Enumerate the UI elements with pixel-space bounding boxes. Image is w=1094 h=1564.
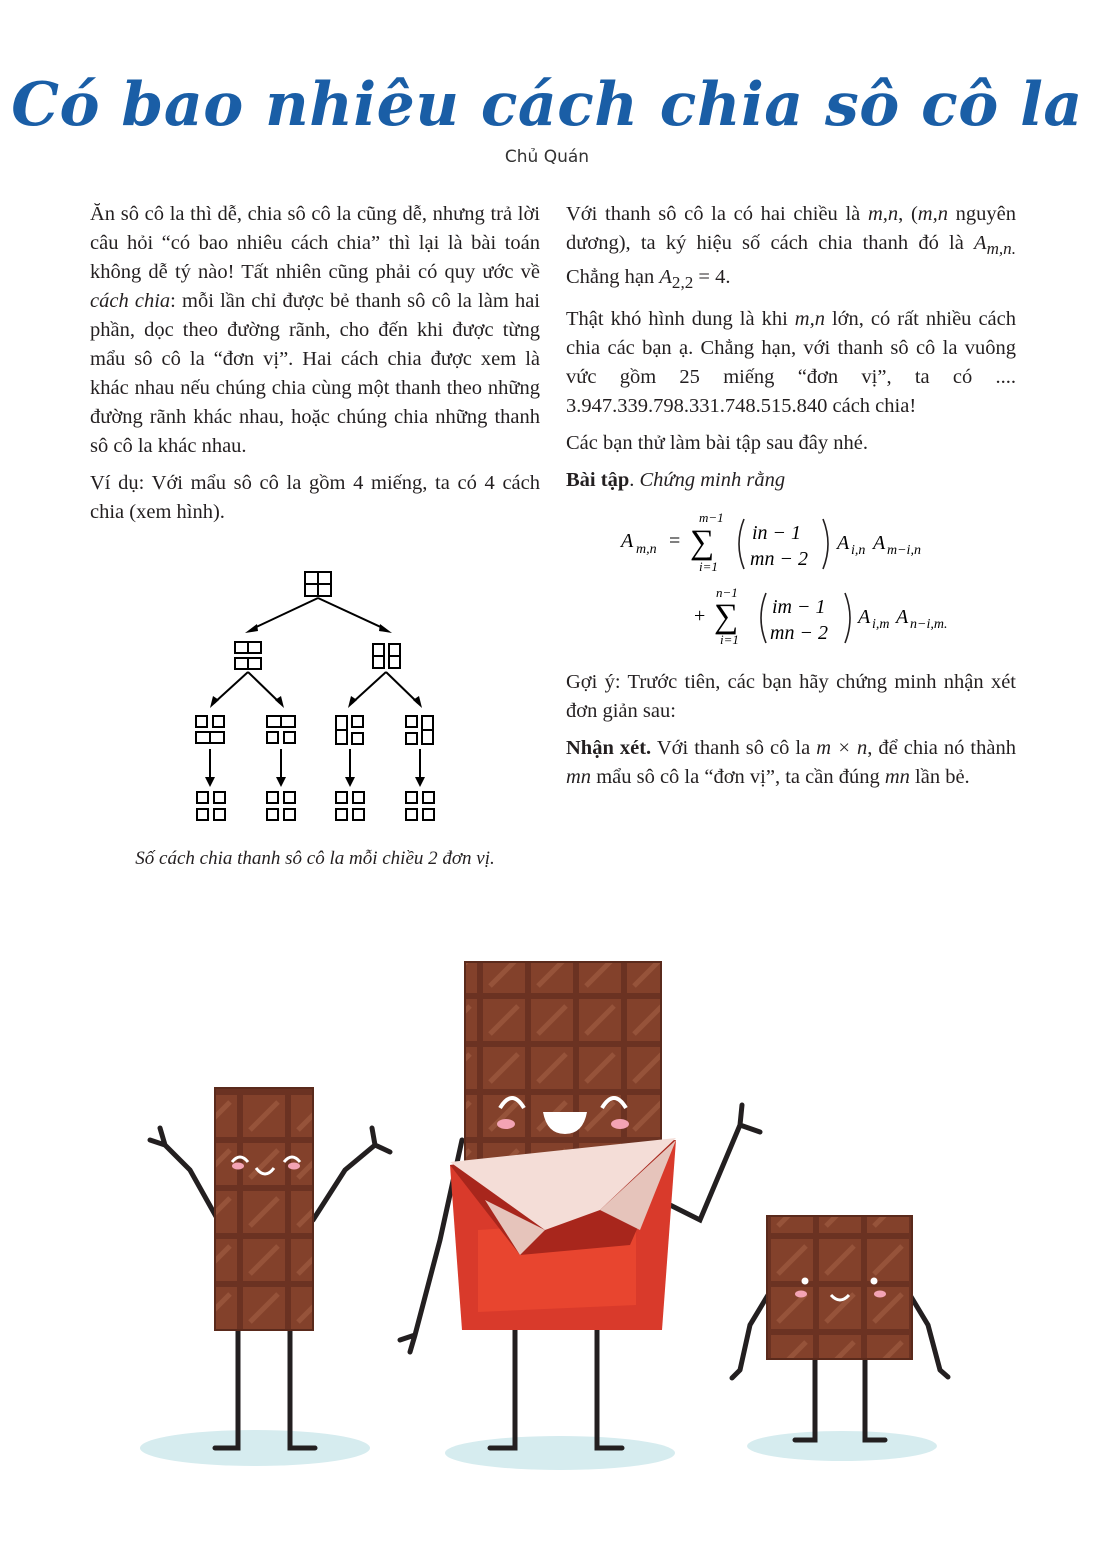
svg-text:+: + bbox=[694, 605, 706, 628]
shadow-left bbox=[140, 1430, 370, 1466]
division-tree-diagram bbox=[180, 566, 480, 836]
middle-wrapper bbox=[450, 1138, 676, 1330]
state-c bbox=[336, 716, 363, 744]
final-2 bbox=[267, 792, 295, 820]
lhs-A: A bbox=[621, 530, 634, 553]
figure-caption: Số cách chia thanh sô cô la mỗi chiều 2 đơn vị. bbox=[135, 848, 495, 869]
state-d bbox=[406, 716, 433, 744]
binom1-top: in − 1 bbox=[752, 522, 802, 545]
final-4 bbox=[406, 792, 434, 820]
state-b bbox=[267, 716, 295, 743]
lhs-sub: m,n bbox=[636, 542, 657, 558]
chocolate-characters-illustration bbox=[0, 900, 1094, 1500]
definition-paragraph: Với thanh sô cô la có hai chiều là m,n, (m,n nguyên dương), ta ký hiệu số cách chia thanh đó là $A_{m,n.}$ Chẳng hạn $A_{2,2} = 4$. bbox=[566, 203, 1016, 293]
intro-paragraph: Ăn sô cô la thì dễ, chia sô cô la cũng dễ, nhưng trả lời câu hỏi “có bao nhiêu cách chia” thì lại là bài toán không dễ tý nào! Tất nhiên cũng phải có quy ước về cách chia: mỗi lần chỉ được bẻ thanh sô cô la làm hai phần, dọc theo đường rãnh, cho đến khi được từng mẩu sô cô la “đơn vị”. Hai cách chia được xem là khác nhau nếu chúng chia cùng một thanh theo những đường rãnh khác nhau, hoặc chúng chia những thanh sô cô la khác nhau. bbox=[90, 203, 540, 457]
large-example-paragraph: Thật khó hình dung là khi m,n lớn, có rất nhiều cách chia các bạn ạ. Chẳng hạn, với thanh sô cô la vuông vức gồm 25 miếng “đơn vị”, ta có .... 3.947.339.798.331.748.515.840 cách chia! bbox=[566, 308, 1016, 418]
author: Chủ Quán bbox=[504, 147, 590, 167]
final-1 bbox=[197, 792, 225, 820]
root-square bbox=[305, 572, 331, 596]
svg-text:n−i,m.: n−i,m. bbox=[910, 617, 948, 633]
left-chocolate-bar bbox=[215, 1088, 313, 1330]
svg-text:A: A bbox=[896, 606, 909, 629]
sum1-upper: m−1 bbox=[699, 510, 724, 526]
svg-text:A: A bbox=[858, 606, 871, 629]
svg-text:m−i,n: m−i,n bbox=[887, 543, 921, 559]
binom1-bottom: mn − 2 bbox=[750, 548, 808, 571]
exercise-heading: Bài tập. Chứng minh rằng bbox=[566, 469, 786, 492]
right-column bbox=[566, 200, 1016, 800]
binom2-top: im − 1 bbox=[772, 596, 826, 619]
left-column bbox=[90, 200, 540, 535]
horizontal-split bbox=[235, 642, 261, 669]
tree-arrows bbox=[210, 598, 420, 780]
example-paragraph: Ví dụ: Với mẩu sô cô la gồm 4 miếng, ta có 4 cách chia (xem hình). bbox=[90, 472, 540, 523]
svg-text:i,n: i,n bbox=[851, 543, 866, 559]
vertical-split bbox=[373, 644, 400, 668]
svg-text:i,m: i,m bbox=[872, 617, 890, 633]
remark-paragraph: Nhận xét. Với thanh sô cô la m × n, để chia nó thành mn mẩu sô cô la “đơn vị”, ta cần đúng mn lần bẻ. bbox=[566, 737, 1016, 789]
svg-text:∑: ∑ bbox=[690, 524, 715, 562]
svg-text:∑: ∑ bbox=[714, 598, 739, 636]
recurrence-formula bbox=[566, 509, 1016, 649]
page-title: Có bao nhiêu cách chia sô cô la bbox=[11, 70, 1083, 140]
sum1-lower: i=1 bbox=[699, 559, 718, 575]
right-chocolate-bar bbox=[767, 1216, 912, 1359]
shadow-right bbox=[747, 1431, 937, 1461]
hint-paragraph: Gợi ý: Trước tiên, các bạn hãy chứng minh nhận xét đơn giản sau: bbox=[566, 671, 1016, 723]
final-3 bbox=[336, 792, 364, 820]
arrow-heads bbox=[205, 624, 425, 787]
svg-text:=: = bbox=[669, 530, 681, 553]
shadow-middle bbox=[445, 1436, 675, 1470]
svg-text:A: A bbox=[873, 532, 886, 555]
svg-text:A: A bbox=[837, 532, 850, 555]
binom2-bottom: mn − 2 bbox=[770, 622, 828, 645]
try-paragraph: Các bạn thử làm bài tập sau đây nhé. bbox=[566, 432, 869, 455]
sum2-upper: n−1 bbox=[716, 585, 738, 601]
sum2-lower: i=1 bbox=[720, 632, 739, 648]
state-a bbox=[196, 716, 224, 743]
